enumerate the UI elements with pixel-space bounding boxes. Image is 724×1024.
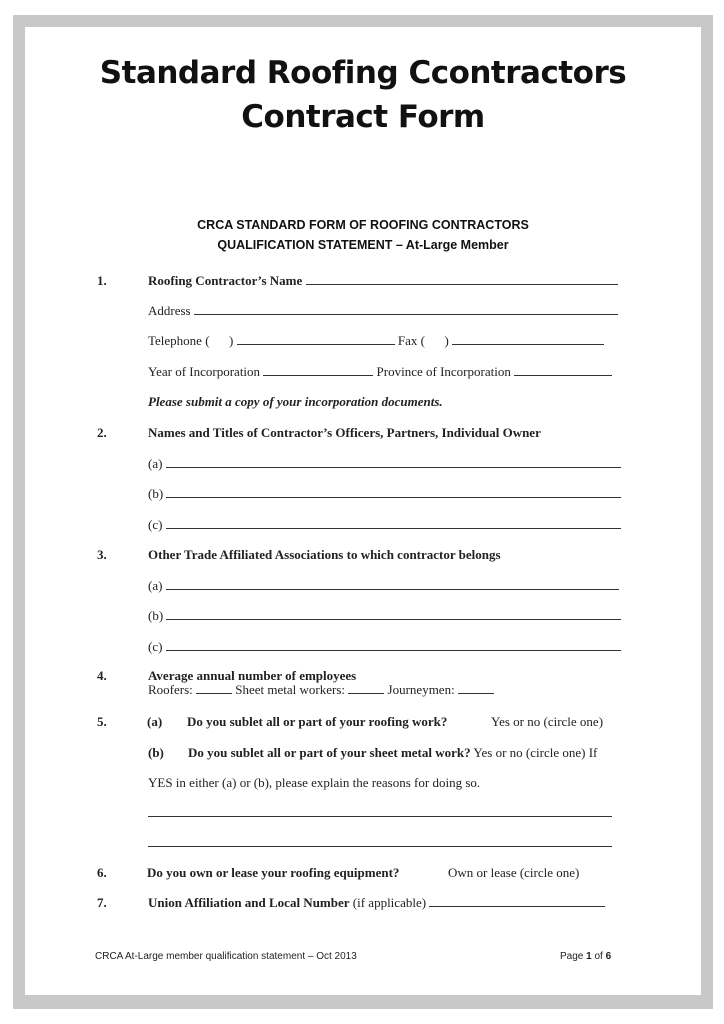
explain-field-1[interactable]: [148, 815, 612, 817]
year-incorporation-label: Year of Incorporation: [148, 364, 261, 379]
union-row: [148, 895, 605, 911]
association-a-label: (a): [148, 578, 163, 593]
question-5b: Do you sublet all or part of your sheet metal work?: [188, 745, 471, 760]
question-5b-label: (b): [148, 745, 164, 760]
section-2-heading: Names and Titles of Contractor’s Officers, Partners, Individual Owner: [148, 425, 541, 440]
question-5b-row: [188, 745, 597, 761]
province-incorporation-field[interactable]: [514, 364, 612, 376]
sheet-metal-label: Sheet metal workers:: [235, 682, 346, 697]
association-c-row: [148, 639, 621, 655]
explain-prompt: YES in either (a) or (b), please explain the reasons for doing so.: [148, 775, 481, 790]
fax-label: Fax ( ): [397, 333, 449, 348]
telephone-fax-row: [148, 333, 604, 349]
page-title: [25, 51, 701, 139]
incorporation-row: [148, 364, 612, 380]
section-4-heading: Average annual number of employees: [148, 668, 357, 683]
incorporation-note: [148, 394, 443, 410]
page-frame: [13, 15, 713, 1009]
officer-c-field[interactable]: [166, 517, 621, 529]
officer-a-row: [148, 456, 621, 472]
page-prefix: Page: [560, 951, 587, 962]
sheet-metal-field[interactable]: [348, 682, 384, 694]
address-label: Address: [148, 303, 191, 318]
year-incorporation-field[interactable]: [263, 364, 373, 376]
officer-a-field[interactable]: [166, 456, 621, 468]
contractor-name-field[interactable]: [306, 273, 618, 285]
section-3-heading: Other Trade Affiliated Associations to which contractor belongs: [148, 547, 501, 562]
association-b-field[interactable]: [166, 608, 621, 620]
subtitle-line-1: CRCA STANDARD FORM OF ROOFING CONTRACTORS: [197, 218, 529, 232]
telephone-label: Telephone ( ): [148, 333, 234, 348]
footer-document-id: CRCA At-Large member qualification statement – Oct 2013: [95, 951, 357, 962]
telephone-field[interactable]: [237, 333, 395, 345]
contractor-name-label: Roofing Contractor’s Name: [148, 273, 303, 288]
address-row: [148, 303, 618, 319]
section-3-number: 3.: [97, 547, 107, 562]
union-suffix: (if applicable): [352, 895, 427, 910]
section-4-number: 4.: [97, 668, 107, 683]
answer-6[interactable]: Own or lease (circle one): [448, 865, 580, 880]
incorporation-note-text: Please submit a copy of your incorporation documents.: [148, 394, 443, 409]
title-line-1: Standard Roofing Ccontractors: [99, 55, 627, 91]
address-field[interactable]: [194, 303, 618, 315]
section-5-number: 5.: [97, 714, 107, 729]
journeymen-label: Journeymen:: [387, 682, 455, 697]
page-number: [560, 951, 611, 962]
association-c-label: (c): [148, 639, 163, 654]
section-6-number: 6.: [97, 865, 107, 880]
association-c-field[interactable]: [166, 639, 621, 651]
association-b-row: [148, 608, 621, 624]
fax-field[interactable]: [452, 333, 604, 345]
explain-field-2[interactable]: [148, 845, 612, 847]
question-6: Do you own or lease your roofing equipment?: [147, 865, 400, 880]
officer-b-label: (b): [148, 486, 164, 501]
roofers-field[interactable]: [196, 682, 232, 694]
question-5a: Do you sublet all or part of your roofing work?: [187, 714, 448, 729]
union-label: Union Affiliation and Local Number: [148, 895, 350, 910]
association-a-row: [148, 578, 619, 594]
officer-c-row: [148, 517, 621, 533]
subtitle-line-2: QUALIFICATION STATEMENT – At-Large Member: [217, 238, 509, 252]
officer-b-row: [148, 486, 621, 502]
employees-row: [148, 682, 494, 698]
page-of: of: [591, 951, 606, 962]
province-incorporation-label: Province of Incorporation: [376, 364, 511, 379]
answer-5a[interactable]: Yes or no (circle one): [491, 714, 604, 729]
page-total: 6: [605, 951, 612, 962]
association-b-label: (b): [148, 608, 164, 623]
officer-b-field[interactable]: [166, 486, 621, 498]
page-current: 1: [586, 951, 592, 962]
contractor-name-row: [148, 273, 618, 289]
section-2-number: 2.: [97, 425, 107, 440]
roofers-label: Roofers:: [148, 682, 193, 697]
association-a-field[interactable]: [166, 578, 619, 590]
answer-5b[interactable]: Yes or no (circle one) If: [473, 745, 598, 760]
officer-a-label: (a): [148, 456, 163, 471]
title-line-2: Contract Form: [241, 99, 485, 135]
officer-c-label: (c): [148, 517, 163, 532]
section-1-number: 1.: [97, 273, 107, 288]
document-page: [25, 27, 701, 995]
section-7-number: 7.: [97, 895, 107, 910]
union-field[interactable]: [429, 895, 605, 907]
form-subtitle: [25, 215, 701, 255]
journeymen-field[interactable]: [458, 682, 494, 694]
question-5a-label: (a): [147, 714, 163, 729]
